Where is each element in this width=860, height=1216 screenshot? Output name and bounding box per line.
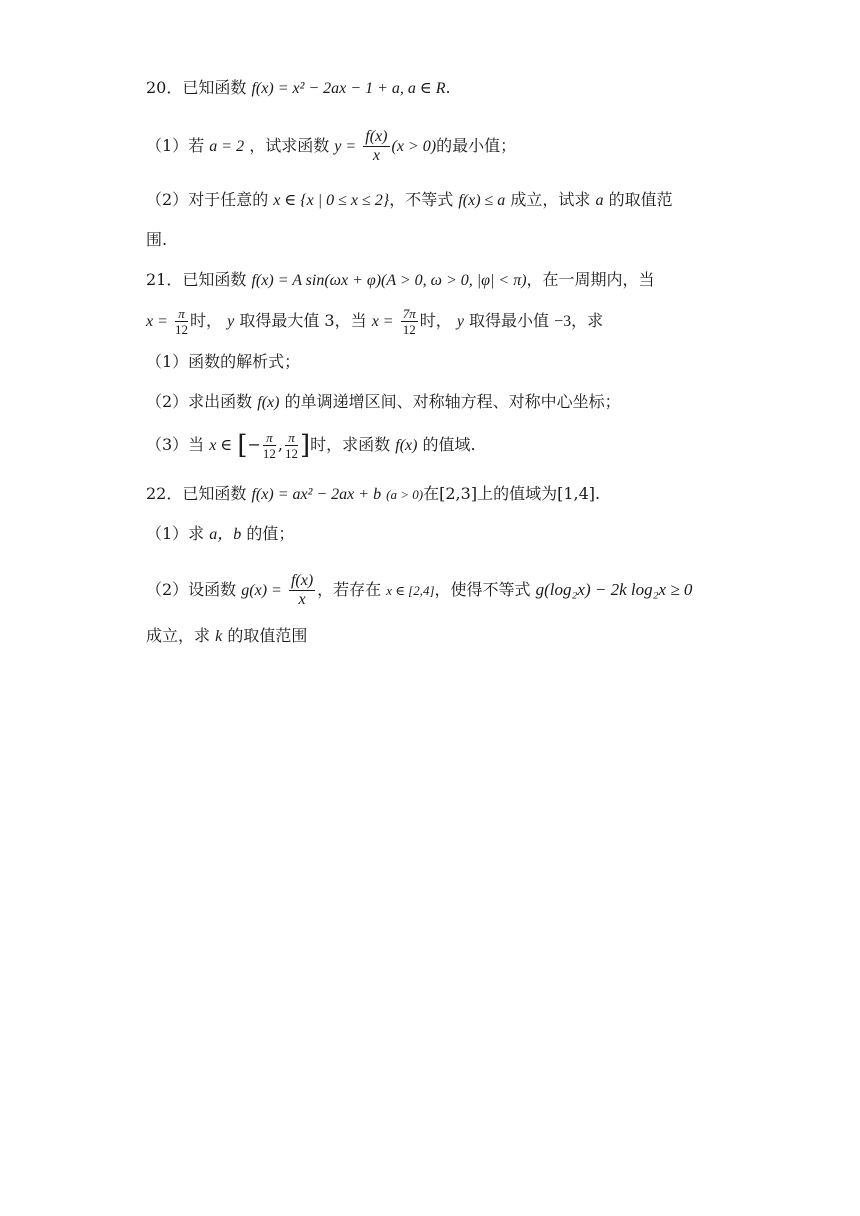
q21-stem-cont: x = $\frac{\pi}{12}$ 时， y 取得最大值 3，当 x = $\frac{7\pi}{12}$ 时， y 取得最小值 −3，求 [146, 306, 604, 337]
q21-stem: 21．已知函数 f(x) = A sin(ωx + φ)(A > 0, ω > 0, |φ| < π)，在一周期内，当 [146, 270, 655, 289]
q22-part2: （2）设函数 g(x) = $\frac{f(x)}{x}$ ，若存在 x ∈ [2,4]，使得不等式 g(log₂x) − 2k log₂x ≥ 0 [146, 572, 693, 608]
q21-number: 21． [146, 270, 183, 289]
q20-part1: （1）若 a = 2 ，试求函数 y = $\frac{f(x)}{x}$ (x > 0)的最小值； [146, 128, 517, 164]
q21-part3: （3）当 x ∈ [− $\frac{\pi}{12}$ , $\frac{\pi}{12}$ ]时，求函数 f(x) 的值域. [146, 430, 476, 461]
q20-number: 20． [146, 78, 183, 97]
q22-stem: 22．已知函数 f(x) = ax² − 2ax + b (a > 0)在[2,3]上的值域为[1,4]. [146, 484, 601, 503]
q20-function: f(x) = x² − 2ax − 1 + a, a ∈ R [251, 80, 446, 97]
q21-part2: （2）求出函数 f(x) 的单调递增区间、对称轴方程、对称中心坐标； [146, 392, 621, 411]
q20-stem: 20．已知函数 f(x) = x² − 2ax − 1 + a, a ∈ R. [146, 78, 451, 97]
q22-number: 22． [146, 484, 183, 503]
q21-function: f(x) = A sin(ωx + φ)(A > 0, ω > 0, |φ| < π) [251, 272, 527, 289]
q22-part2-wrap: 成立，求 k 的取值范围 [146, 626, 308, 645]
q21-part1: （1）函数的解析式； [146, 352, 301, 371]
q22-function: f(x) = ax² − 2ax + b [251, 486, 382, 503]
q20-part2-wrap: 围. [146, 230, 168, 249]
q22-part1: （1）求 a，b 的值； [146, 524, 295, 543]
q20-part2: （2）对于任意的 x ∈ {x | 0 ≤ x ≤ 2}，不等式 f(x) ≤ a 成立，试求 a 的取值范 [146, 190, 673, 209]
q20-fraction: $\frac{f(x)}{x}$ [365, 128, 388, 164]
